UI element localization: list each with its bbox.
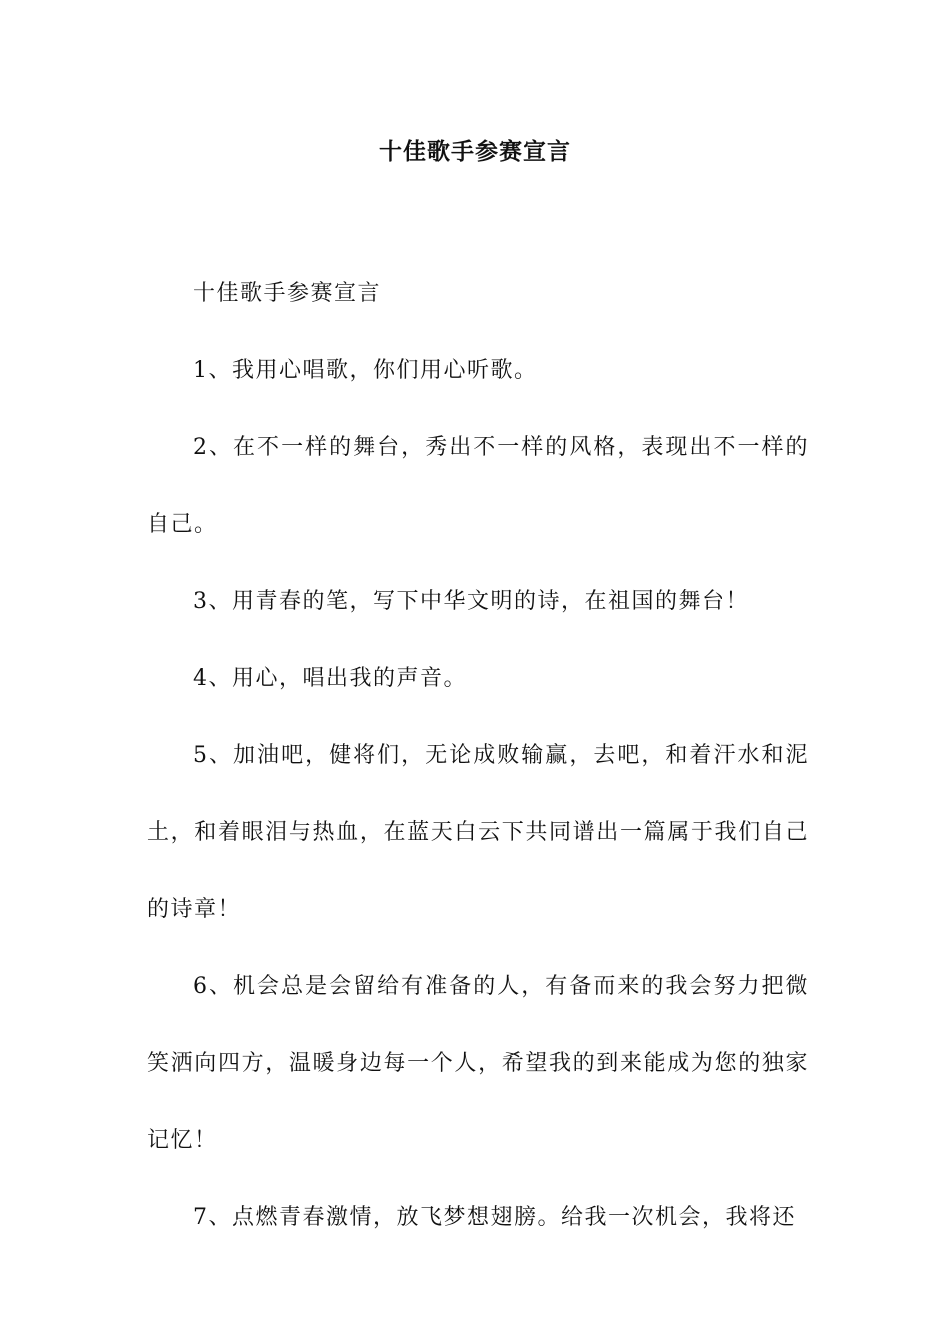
paragraph-2: 2、在不一样的舞台，秀出不一样的风格，表现出不一样的自己。 (147, 435, 809, 537)
paragraph-7: 7、点燃青春激情，放飞梦想翅膀。给我一次机会，我将还 (193, 1205, 796, 1230)
document-title: 十佳歌手参赛宣言 (379, 138, 571, 165)
paragraph-4: 4、用心，唱出我的声音。 (193, 666, 467, 691)
paragraph-subtitle: 十佳歌手参赛宣言 (193, 281, 382, 306)
paragraph-6: 6、机会总是会留给有准备的人，有备而来的我会努力把微笑洒向四方，温暖身边每一个人，希望我的到来能成为您的独家记忆！ (147, 974, 809, 1153)
paragraph-5: 5、加油吧，健将们，无论成败输赢，去吧，和着汗水和泥土，和着眼泪与热血，在蓝天白云下共同谱出一篇属于我们自己的诗章！ (147, 743, 809, 922)
paragraph-3: 3、用青春的笔，写下中华文明的诗，在祖国的舞台！ (193, 589, 749, 614)
paragraph-1: 1、我用心唱歌，你们用心听歌。 (193, 358, 538, 383)
document-body (147, 255, 809, 1256)
